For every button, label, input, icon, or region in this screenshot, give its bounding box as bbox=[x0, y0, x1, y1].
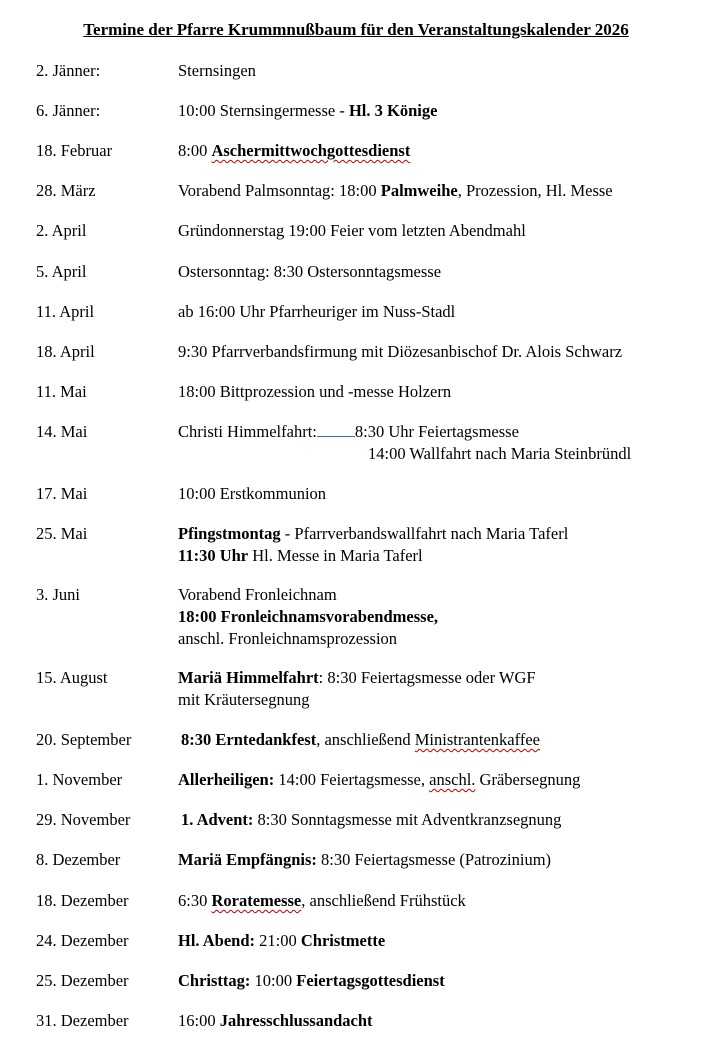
event-description: 18:00 Bittprozession und -messe Holzern bbox=[178, 382, 452, 401]
event-description: 8:00 Aschermittwochgottesdienst bbox=[178, 141, 411, 160]
event-description: Vorabend Palmsonntag: 18:00 Palmweihe, Prozession, Hl. Messe bbox=[178, 181, 613, 200]
page-title: Termine der Pfarre Krummnußbaum für den Veranstaltungskalender 2026 bbox=[83, 20, 629, 39]
event-date: 25. Mai bbox=[36, 524, 88, 543]
event-description: 9:30 Pfarrverbandsfirmung mit Diözesanbischof Dr. Alois Schwarz bbox=[178, 342, 623, 361]
event-date: 18. April bbox=[36, 342, 95, 361]
event-date: 14. Mai bbox=[36, 422, 88, 441]
event-date: 2. Jänner: bbox=[36, 61, 101, 80]
event-description: Vorabend Fronleichnam 18:00 Fronleichnamsvorabendmesse, anschl. Fronleichnamsprozession bbox=[178, 585, 439, 648]
event-date: 18. Dezember bbox=[36, 891, 129, 910]
event-description: Mariä Empfängnis: 8:30 Feiertagsmesse (Patrozinium) bbox=[178, 850, 552, 869]
event-date: 6. Jänner: bbox=[36, 101, 101, 120]
event-date: 17. Mai bbox=[36, 484, 88, 503]
event-description: Sternsingen bbox=[178, 61, 256, 80]
event-date: 8. Dezember bbox=[36, 850, 121, 869]
event-description: Christi Himmelfahrt: 8:30 Uhr Feiertagsmesse 14:00 Wallfahrt nach Maria Steinbründl bbox=[178, 422, 632, 463]
event-description: Pfingstmontag - Pfarrverbandswallfahrt nach Maria Taferl 11:30 Uhr Hl. Messe in Maria Taferl bbox=[178, 524, 569, 565]
event-description: 10:00 Erstkommunion bbox=[178, 484, 327, 503]
event-description: Hl. Abend: 21:00 Christmette bbox=[178, 931, 386, 950]
event-date: 1. November bbox=[36, 770, 123, 789]
event-date: 11. April bbox=[36, 302, 95, 321]
event-description: Allerheiligen: 14:00 Feiertagsmesse, anschl. Gräbersegnung bbox=[178, 770, 581, 789]
event-date: 2. April bbox=[36, 221, 87, 240]
event-date: 29. November bbox=[36, 810, 131, 829]
event-description: 8:30 Erntedankfest, anschließend Ministrantenkaffee bbox=[181, 730, 540, 749]
event-date: 11. Mai bbox=[36, 382, 87, 401]
event-description: Christtag: 10:00 Feiertagsgottesdienst bbox=[178, 971, 445, 990]
event-date: 31. Dezember bbox=[36, 1011, 129, 1030]
event-date: 25. Dezember bbox=[36, 971, 129, 990]
event-description: 6:30 Roratemesse, anschließend Frühstück bbox=[178, 891, 466, 910]
event-description: Ostersonntag: 8:30 Ostersonntagsmesse bbox=[178, 262, 442, 281]
event-description: Gründonnerstag 19:00 Feier vom letzten Abendmahl bbox=[178, 221, 526, 240]
event-date: 5. April bbox=[36, 262, 87, 281]
event-description: Mariä Himmelfahrt: 8:30 Feiertagsmesse oder WGF mit Kräutersegnung bbox=[178, 668, 536, 709]
event-date: 3. Juni bbox=[36, 585, 81, 604]
event-date: 15. August bbox=[36, 668, 108, 687]
event-description: ab 16:00 Uhr Pfarrheuriger im Nuss-Stadl bbox=[178, 302, 456, 321]
event-date: 18. Februar bbox=[36, 141, 113, 160]
event-description: 1. Advent: 8:30 Sonntagsmesse mit Adventkranzsegnung bbox=[181, 810, 562, 829]
event-description: 10:00 Sternsingermesse - Hl. 3 Könige bbox=[178, 101, 438, 120]
event-date: 24. Dezember bbox=[36, 931, 129, 950]
event-date: 20. September bbox=[36, 730, 132, 749]
event-date: 28. März bbox=[36, 181, 96, 200]
tab-leader bbox=[317, 421, 355, 437]
event-description: 16:00 Jahresschlussandacht bbox=[178, 1011, 373, 1030]
